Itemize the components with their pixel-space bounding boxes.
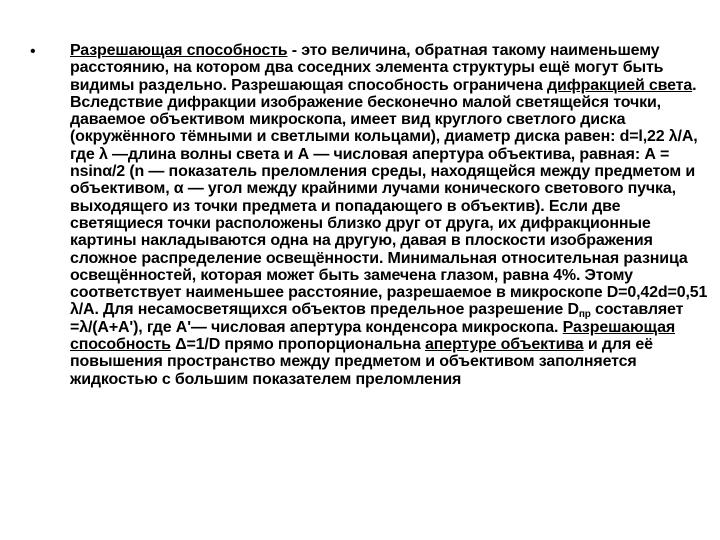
- bullet-marker: •: [30, 43, 36, 60]
- term-link-resolving-power[interactable]: Разрешающая способность: [70, 42, 288, 59]
- text-segment: . Вследствие дифракции изображение бесконечно малой светящейся точки, даваемое объективом микроскопа, имеет вид круглого светлого диска (окружённого тёмными и светлыми кольцами), диаметр диска равен: d=l,22 λ/A, где λ —длина волны света и А — числовая апертура объектива, равная: А = nsinα/2 (n — показатель преломления среды, находящейся между предметом и объективом, α — угол между крайними лучами конического светового пучка, выходящего из точки предмета и попадающего в объектив). Если две светящиеся точки расположены близко друг от друга, их дифракционные картины накладываются одна на другую, давая в плоскости изображения сложное распределение освещённости. Минимальная относительная разница освещённостей, которая может быть замечена глазом, равна 4%. Этому соответствует наименьшее расстояние, разрешаемое в микроскопе D=0,42d=0,51 λ/A. Для несамосветящихся объектов предельное разрешение D: [70, 76, 708, 319]
- term-link-diffraction[interactable]: дифракцией света: [547, 76, 693, 94]
- text-segment: и для её повышения пространство между предметом и объективом заполняется жидкостью с большим показателем преломления: [70, 336, 653, 388]
- term-link-objective-aperture[interactable]: апертуре объектива: [424, 336, 584, 354]
- text-segment: составляет =λ/(A+A'), где А'— числовая апертура конденсора микроскопа.: [70, 301, 684, 336]
- text-segment: - это величина, обратная такому наименьшему расстоянию, на котором два соседних элемента структуры ещё могут быть видимы раздельно. Разрешающая способность ограничена: [70, 42, 664, 94]
- text-segment: Δ=1/D прямо пропорциональна: [170, 336, 425, 354]
- term-link-resolving-power-2[interactable]: Разрешающая способность: [70, 318, 676, 354]
- body-text: [70, 42, 710, 388]
- subscript-pr: пр: [578, 309, 591, 321]
